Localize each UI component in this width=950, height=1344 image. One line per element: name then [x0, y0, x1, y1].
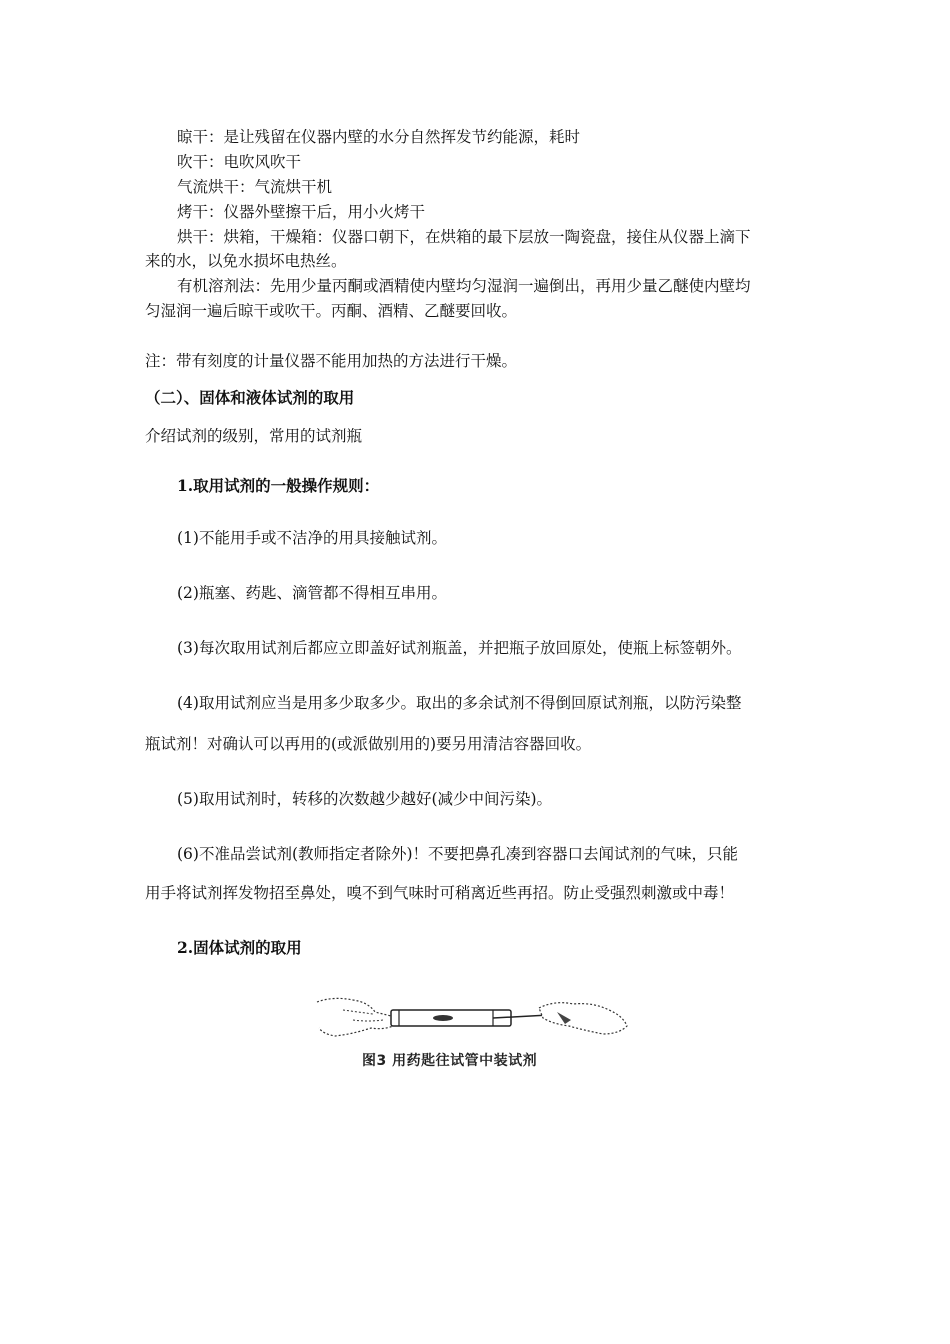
rule-1: (1)不能用手或不洁净的用具接触试剂。: [177, 529, 447, 547]
rule-5: (5)取用试剂时，转移的次数越少越好(减少中间污染)。: [177, 790, 553, 808]
solvent-text-1: 有机溶剂法：先用少量丙酮或酒精使内壁均匀湿润一遍倒出，再用少量乙醚使内壁均: [177, 277, 751, 295]
rule-4-line-2: 瓶试剂！对确认可以再用的(或派做别用的)要另用清洁容器回收。: [145, 735, 592, 753]
section-heading: （二）、固体和液体试剂的取用: [145, 388, 355, 407]
airflow-dry-text: 气流烘干：气流烘干机: [177, 178, 333, 196]
bake-dry-text: 烤干：仪器外壁擦干后，用小火烤干: [177, 203, 426, 221]
section-intro: 介绍试剂的级别，常用的试剂瓶: [145, 427, 363, 445]
air-dry-text: 晾干：是让残留在仪器内壁的水分自然挥发节约能源，耗时: [177, 128, 581, 146]
solid-heading: 2.固体试剂的取用: [177, 938, 302, 957]
rules-heading: 1.取用试剂的一般操作规则：: [177, 476, 380, 495]
rule-2: (2)瓶塞、药匙、滴管都不得相互串用。: [177, 584, 447, 602]
rule-3: (3)每次取用试剂后都应立即盖好试剂瓶盖，并把瓶子放回原处，使瓶上标签朝外。: [177, 639, 742, 657]
oven-dry-text-1: 烘干：烘箱，干燥箱：仪器口朝下，在烘箱的最下层放一陶瓷盘，接住从仪器上滴下: [177, 228, 751, 246]
rule-6-line-1: (6)不准品尝试剂(教师指定者除外)！不要把鼻孔凑到容器口去闻试剂的气味，只能: [177, 845, 739, 863]
figure-caption: 图3 用药匙往试管中装试剂: [362, 1053, 538, 1069]
rule-4-line-1: (4)取用试剂应当是用多少取多少。取出的多余试剂不得倒回原试剂瓶，以防污染整: [177, 694, 742, 712]
rule-6-line-2: 用手将试剂挥发物招至鼻处，嗅不到气味时可稍离近些再招。防止受强烈刺激或中毒！: [145, 884, 735, 902]
note-text: 注：带有刻度的计量仪器不能用加热的方法进行干燥。: [145, 352, 518, 370]
blow-dry-text: 吹干：电吹风吹干: [177, 153, 302, 171]
solvent-text-2: 匀湿润一遍后晾干或吹干。丙酮、酒精、乙醚要回收。: [145, 302, 518, 320]
oven-dry-text-2: 来的水，以免水损坏电热丝。: [145, 252, 347, 270]
